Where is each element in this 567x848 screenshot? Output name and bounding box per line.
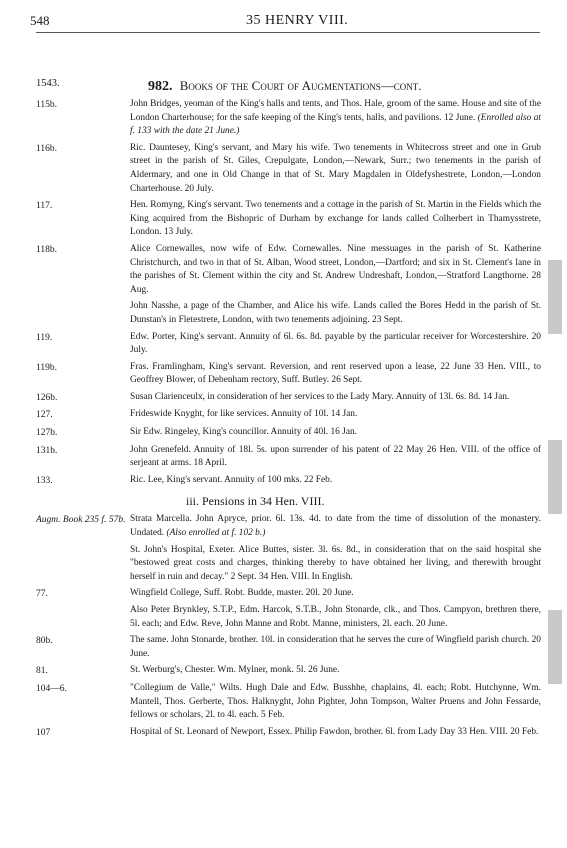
- entry-row: [36, 664, 541, 679]
- entry-reference: 118b.: [36, 244, 58, 255]
- entry-text-block: [130, 444, 541, 471]
- entry-note: (Also enrolled at f. 102 b.): [166, 528, 266, 539]
- entry-row: [36, 199, 541, 240]
- entry-text-block: [130, 331, 541, 358]
- entry-row: [36, 361, 541, 388]
- edge-stamp: [548, 260, 562, 334]
- entry-reference: 119.: [36, 332, 53, 343]
- entry-text-block: [130, 513, 541, 584]
- entry-reference: 77.: [36, 589, 48, 600]
- edge-stamp: [548, 440, 562, 514]
- entry-text: John Bridges, yeoman of the King's halls and tents, and Thos. Hale, groom of the same. House and site of the London Charterhouse; for the safe keeping of the King's tents, halls, and pavilions. 12 June.: [130, 99, 541, 123]
- page-number: 548: [30, 13, 50, 28]
- entry-text-block: [130, 391, 541, 406]
- entry-reference: 133.: [36, 475, 53, 486]
- entry-text-block: [130, 243, 541, 328]
- entry-text: "Collegium de Valle," Wilts. Hugh Dale and Edw. Busshhe, chaplains, 4l. each; Robt. Hutchynne, Wm. Mantell, Thos. Gerberte, Thos. Halknyght, John Pighter, John Tompson, Walter Pruens and John Fessarde, fellows or scholars, 2l. to 4l. each. 5 Feb.: [130, 682, 541, 721]
- entry-reference: 80b.: [36, 636, 53, 647]
- entry-continuation: St. John's Hospital, Exeter. Alice Buttes, sister. 3l. 6s. 8d., in consideration that on the said hospital she "bestowed great costs and charges, thinking thereby to have obtained her living, and therewith brought herself in ruin and decay." 2 Sept. 34 Hen. VIII. In English.: [130, 544, 541, 582]
- entry-text: Alice Cornewalles, now wife of Edw. Cornewalles. Nine messuages in the parish of St. Katherine Christchurch, and two in that of St. Alban, Wood street, London,—Dartford; and six in St. Clement's lane in the parishes of St. Clement within the city and St. Andrew Undreshaft, London,—Stratford Langthorne. 28 Aug.: [130, 243, 541, 295]
- entry-text: Susan Clarienceulx, in consideration of her services to the Lady Mary. Annuity of 13l. 6s. 8d. 14 Jan.: [130, 391, 510, 402]
- entry-text: Fras. Framlingham, King's servant. Reversion, and rent reserved upon a lease, 22 June 33 Hen. VIII., to Geoffrey Blower, of Debenham rectory, Suff. Butley. 26 Sept.: [130, 361, 541, 386]
- entry-text: Frideswide Knyght, for like services. Annuity of 10l. 14 Jan.: [130, 409, 358, 420]
- entry-row: [36, 243, 541, 328]
- entry-reference: 81.: [36, 666, 48, 677]
- entry-row: [36, 634, 541, 661]
- entry-row: [36, 513, 541, 584]
- section-title: Books of the Court of Augmentations—cont.: [179, 78, 422, 93]
- entry-row: [36, 98, 541, 139]
- entry-text: Hen. Romyng, King's servant. Two tenements and a cottage in the parish of St. Martin in the Fields which the King acquired from the Bishopric of Durham by exchange for lands called Colherbert in Thamysstrete, London. 13 July.: [130, 200, 541, 238]
- entry-reference: 117.: [36, 201, 53, 212]
- entries-list: [36, 98, 541, 488]
- edge-stamp: [548, 610, 562, 684]
- entry-text-block: [130, 199, 541, 240]
- entry-row: [36, 587, 541, 631]
- pensions-list: [36, 513, 541, 740]
- entry-reference: 131b.: [36, 445, 58, 456]
- entry-text: St. Werburg's, Chester. Wm. Mylner, monk. 5l. 26 June.: [130, 665, 340, 676]
- entry-reference: 127b.: [36, 428, 58, 439]
- entry-row: [36, 408, 541, 423]
- entry-text-block: [130, 98, 541, 139]
- entry-text: The same. John Stonarde, brother. 10l. in consideration that he serves the cure of Wingfield parish church. 20 June.: [130, 635, 541, 659]
- year-marker: 1543.: [36, 78, 60, 89]
- entry-reference: Augm. Book 235 f. 57b.: [36, 515, 126, 526]
- entry-reference: 104—6.: [36, 683, 67, 694]
- running-title: 35 HENRY VIII.: [246, 13, 349, 28]
- entry-row: [36, 474, 541, 489]
- entry-text-block: [130, 361, 541, 388]
- entry-row: [36, 682, 541, 723]
- entry-text: Edw. Porter, King's servant. Annuity of 6l. 6s. 8d. payable by the particular receiver for Worcestershire. 20 July.: [130, 331, 541, 356]
- entry-reference: 119b.: [36, 362, 58, 373]
- entry-text-block: [130, 408, 541, 423]
- entry-text-block: [130, 142, 541, 196]
- entry-text: Hospital of St. Leonard of Newport, Essex. Philip Fawdon, brother. 6l. from Lady Day 33 Hen. VIII. 20 Feb.: [130, 726, 539, 737]
- entry-text: Sir Edw. Ringeley, King's councillor. Annuity of 40l. 16 Jan.: [130, 427, 358, 438]
- entry-reference: 126b.: [36, 392, 58, 403]
- entry-reference: 107: [36, 727, 51, 738]
- entry-row: [36, 331, 541, 358]
- section-number: 982.: [148, 79, 173, 94]
- entry-reference: 116b.: [36, 143, 58, 154]
- entry-text: Ric. Dauntesey, King's servant, and Mary his wife. Two tenements in Whitecross street and one in Grub street in the parish of St. Giles, Crepulgate, London,—Newark, Surr.; two tenements in the parish of Aldermary, and one in Old Change in that of St. Mary Magdalen in Oldefyshestrete, London,—London Charterhouse. 20 July.: [130, 142, 541, 194]
- entry-row: [36, 444, 541, 471]
- entry-row: [36, 391, 541, 406]
- entry-row: [36, 726, 541, 741]
- subsection-heading: iii. Pensions in 34 Hen. VIII.: [186, 494, 325, 509]
- header-rule: [36, 32, 540, 33]
- entry-text-block: [130, 587, 541, 631]
- entry-text-block: [130, 726, 541, 741]
- document-body: [36, 98, 541, 743]
- entry-text: John Grenefeld. Annuity of 18l. 5s. upon surrender of his patent of 22 May 26 Hen. VIII. of the office of serjeant at arms. 18 April.: [130, 444, 541, 469]
- section-heading: [148, 78, 422, 95]
- entry-text-block: [130, 474, 541, 489]
- entry-reference: 115b.: [36, 100, 58, 110]
- entry-text-block: [130, 634, 541, 661]
- entry-note: (Enrolled also at f. 133 with the date 21 June.): [130, 112, 541, 137]
- entry-text: Wingfield College, Suff. Robt. Budde, master. 20l. 20 June.: [130, 588, 354, 599]
- entry-text: Ric. Lee, King's servant. Annuity of 100 mks. 22 Feb.: [130, 474, 333, 485]
- entry-continuation: John Nasshe, a page of the Chamber, and Alice his wife. Lands called the Bores Hedd in the parish of St. Dunstan's in Fletestrete, London, with two tenements adjoining. 23 Sept.: [130, 301, 541, 325]
- entry-text-block: [130, 664, 541, 679]
- entry-text-block: [130, 426, 541, 441]
- entry-row: [36, 426, 541, 441]
- entry-reference: 127.: [36, 410, 53, 421]
- entry-text-block: [130, 682, 541, 723]
- entry-text: Strata Marcella. John Apryce, prior. 6l. 13s. 4d. to date from the time of dissolution of the monastery. Undated.: [130, 514, 541, 539]
- entry-row: [36, 142, 541, 196]
- entry-continuation: Also Peter Brynkley, S.T.P., Edm. Harcok, S.T.B., John Stonarde, clk., and Thos. Campyon, brethren there, 5l. each; and Edw. Reve, John Manne and Robt. Manne, ministers, 2l. each. 20 June.: [130, 605, 541, 629]
